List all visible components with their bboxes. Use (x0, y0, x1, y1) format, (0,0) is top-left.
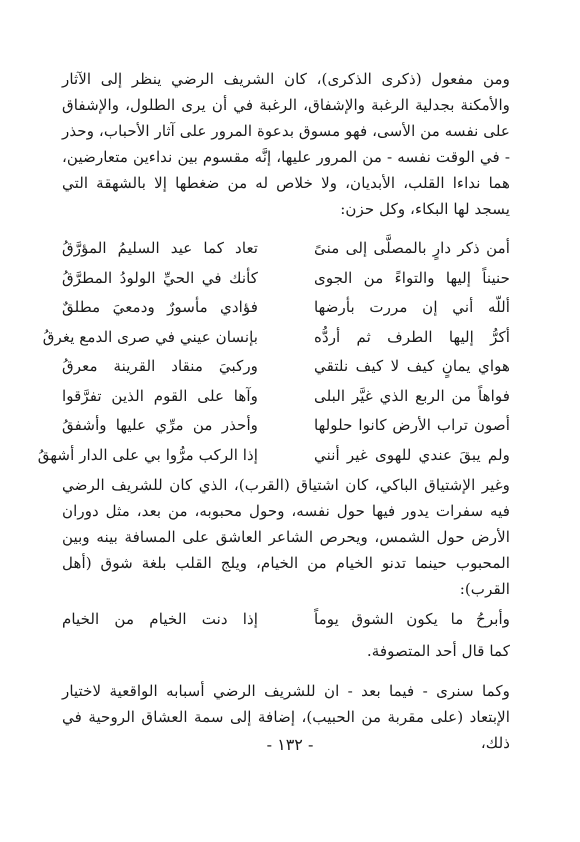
verse-first-hemistich: أكرُّ إليها الطرف ثم أردُّه (314, 327, 510, 346)
paragraph-closing: وكما سنرى - فيما بعد - ان للشريف الرضي أسبابه الواقعية لاختيار الإبتعاد (على مقربة من الحبيب)، إضافة إلى سمة العشاق الروحية في ذلك، (62, 682, 510, 752)
poem-block (37, 236, 510, 472)
verse-line (62, 236, 510, 266)
verse-first-hemistich: حنيناً إليها والتواءً من الجوى (314, 268, 510, 287)
verse-first-hemistich: أمن ذكر دارٍ بالمصلَّى إلى منىً (314, 239, 510, 257)
verse-line (62, 384, 510, 414)
verse-line (62, 266, 510, 296)
verse-second-hemistich: وأحذر من مرِّي عليها وأشفقُ (62, 416, 258, 434)
verse-first-hemistich: أللّه أني إن مررت بأرضها (314, 298, 510, 316)
verse-first-hemistich: هواي يمانٍ كيف لا كيف نلتقي (314, 357, 510, 375)
paragraph-longing: وغير الإشتياق الباكي، كان اشتياق (القرب)، الذي كان للشريف الرضي فيه سفرات يدور فيها حول نفسه، وحول محبوبه، من بعد، مثل دوران الأرض حول الشمس، ويحرص الشاعر العاشق على المسافة بينه وبين المحبوب حينما تدنو الخيام من الخيام، ويلج القلب بلغة شوق (أهل القرب): (62, 476, 510, 598)
attribution-line: كما قال أحد المتصوفة. (366, 642, 510, 660)
verse-first-hemistich: فواهاً من الربع الذي غيَّر البلى (314, 386, 510, 405)
verse-second-hemistich: وآها على القوم الذين تفرَّقوا (62, 386, 258, 405)
verse-second-hemistich: وركبيَ منقاد القرينة معرقُ (62, 357, 258, 375)
verse-first-hemistich: ولم يبقَ عندي للهوى غير أنني (314, 445, 510, 464)
verse-line (37, 443, 510, 473)
verse-line (62, 295, 510, 325)
verse-first-hemistich: وأبرحُ ما يكون الشوق يوماً (314, 610, 510, 628)
verse-second-hemistich: إذا الركب مرُّوا بي على الدار أشهقُ (37, 445, 258, 464)
verse-line (62, 354, 510, 384)
page-number: - ١٣٢ - (266, 735, 314, 754)
verse-second-hemistich: كأنك في الحيِّ الولودُ المطرَّقُ (62, 268, 258, 287)
verse-second-hemistich: إذا دنت الخيام من الخيام (62, 610, 258, 628)
paragraph-intro: ومن مفعول (ذكرى الذكرى)، كان الشريف الرضي ينظر إلى الآثار والأمكنة بجدلية الرغبة والإشفاق، الرغبة في أن يرى الطلول، والإشفاق على نفسه من الأسى، فهو مسوق بدعوة المرور على آثار الأحباب، وحذر - في الوقت نفسه - من المرور عليها، إنَّه مقسوم بين نداءين متعارضين، هما نداءا القلب، الأبديان، ولا خلاص له من ضغطها إلا بالشهقة التي يسجد لها البكاء، وكل حزن: (62, 70, 510, 218)
verse-second-hemistich: فؤادي مأسورٌ ودمعيَ مطلقٌ (62, 298, 258, 316)
quoted-verse (62, 606, 510, 632)
verse-first-hemistich: أصون تراب الأرض كانوا حلولها (314, 416, 510, 434)
verse-line (42, 325, 510, 355)
verse-line (62, 413, 510, 443)
verse-second-hemistich: بإنسان عيني في صرى الدمع يغرقُ (42, 327, 258, 346)
verse-second-hemistich: تعاد كما عيد السليمُ المؤرَّقُ (62, 239, 258, 257)
